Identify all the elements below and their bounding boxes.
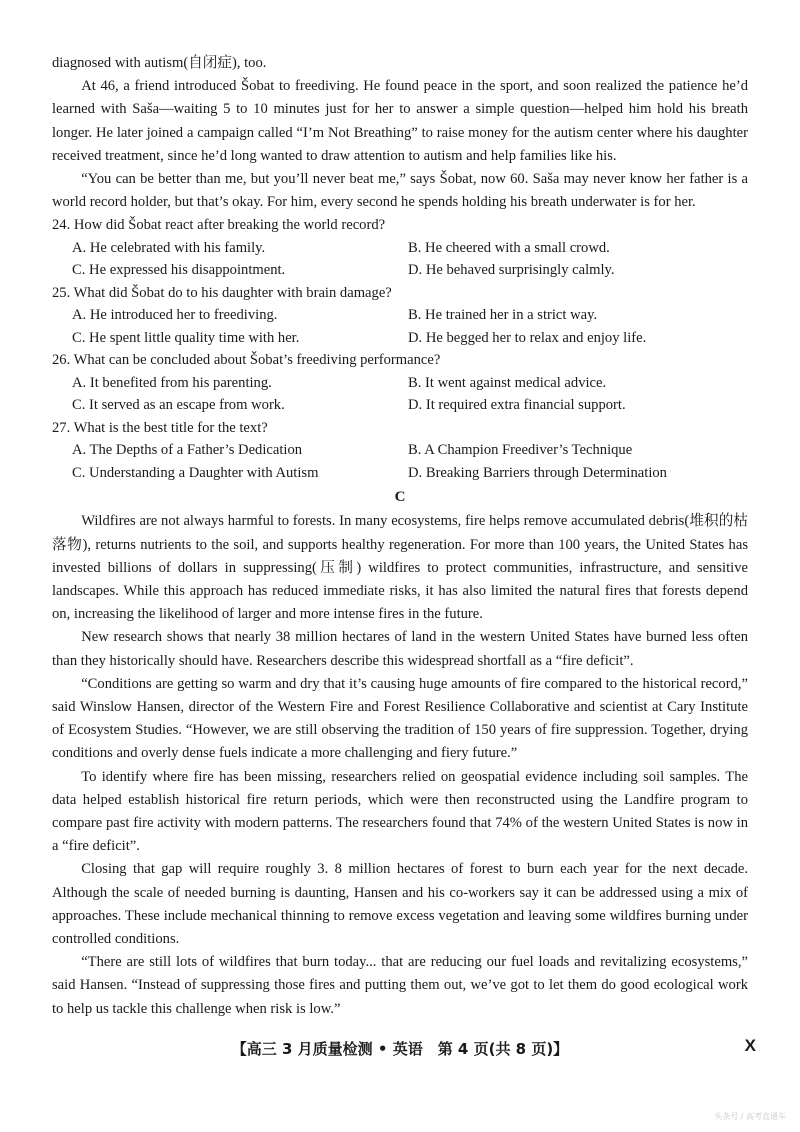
option-d: D. Breaking Barriers through Determination bbox=[408, 464, 667, 481]
watermark-text: 头条号 / 高考直通车 bbox=[714, 1112, 786, 1121]
question-stem: 24. How did Šobat react after breaking the world record? bbox=[52, 217, 386, 234]
question-27 bbox=[52, 417, 748, 485]
passage-b-continuation bbox=[52, 0, 748, 214]
question-stem: 25. What did Šobat do to his daughter with brain damage? bbox=[52, 284, 392, 301]
passage-paragraph: “You can be better than me, but you’ll never beat me,” says Šobat, now 60. Saša may never know her father is a world record holder, but that’s okay. For him, every second he spends holding his breath underwater is for her. bbox=[52, 171, 748, 211]
option-c: C. He spent little quality time with her. bbox=[72, 329, 300, 346]
question-stem: 26. What can be concluded about Šobat’s freediving performance? bbox=[52, 352, 441, 369]
question-24 bbox=[52, 214, 748, 282]
option-b: B. He trained her in a strict way. bbox=[408, 307, 598, 324]
passage-paragraph: At 46, a friend introduced Šobat to freediving. He found peace in the sport, and soon realized the patience he’d learned with Saša—waiting 5 to 10 minutes just for her to answer a simple question—helped him hold his breath longer. He later joined a campaign called “I’m Not Breathing” to raise money for the autism center where his daughter received treatment, since he’d long wanted to draw attention to autism and help families like his. bbox=[52, 78, 748, 164]
option-c: C. He expressed his disappointment. bbox=[72, 262, 286, 279]
question-26 bbox=[52, 349, 748, 417]
passage-paragraph: “There are still lots of wildfires that burn today... that are reducing our fuel loads and revitalizing ecosystems,” said Hansen. “Instead of suppressing those fires and putting them out, we’ve got to let them do good ecological work to help us tackle this challenge when risk is low.” bbox=[52, 954, 748, 1017]
section-letter: C bbox=[394, 489, 406, 506]
option-d: D. He behaved surprisingly calmly. bbox=[408, 262, 615, 279]
option-c: C. Understanding a Daughter with Autism bbox=[72, 464, 319, 481]
question-25 bbox=[52, 282, 748, 350]
passage-paragraph: Closing that gap will require roughly 3. 8 million hectares of forest to burn each year for the next decade. Although the scale of needed burning is daunting, Hansen and his co-workers say it can be addressed using a mix of approaches. These include mechanical thinning to remove excess vegetation and leaving some wildfires burning under controlled conditions. bbox=[52, 861, 748, 948]
question-options bbox=[52, 372, 748, 417]
option-d: D. It required extra financial support. bbox=[408, 397, 626, 414]
option-a: A. He introduced her to freediving. bbox=[72, 307, 278, 324]
option-a: A. It benefited from his parenting. bbox=[72, 374, 272, 391]
option-a: A. He celebrated with his family. bbox=[72, 239, 266, 256]
passage-c bbox=[52, 510, 748, 1020]
passage-paragraph: “Conditions are getting so warm and dry that it’s causing huge amounts of fire compared to the historical record,” said Winslow Hansen, director of the Western Fire and Forest Resilience Collaborative and scientist at Cary Institute of Ecosystem Studies. “However, we are still observing the tradition of 150 years of fire suppression. Together, drying conditions and overly dense fuels indicate a more challenging and fiery future.” bbox=[52, 675, 748, 762]
option-b: B. A Champion Freediver’s Technique bbox=[408, 442, 633, 459]
option-a: A. The Depths of a Father’s Dedication bbox=[72, 442, 303, 459]
question-options bbox=[52, 237, 748, 282]
passage-paragraph: To identify where fire has been missing, researchers relied on geospatial evidence including soil samples. The data helped establish historical fire return periods, which were then reconstructed using the Landfire program to compare past fire activity with modern patterns. The researchers found that 74% of the western United States is now in a “fire deficit”. bbox=[52, 768, 748, 855]
passage-paragraph: Wildfires are not always harmful to forests. In many ecosystems, fire helps remove accumulated debris(堆积的枯落物), returns nutrients to the soil, and supports healthy regeneration. For more than 100 years, the United States has invested billions of dollars in suppressing(压制) wildfires to protect communities, infrastructure, and sensitive landscapes. While this approach has reduced immediate risks, it has also limited the natural fires that forests depend on, increasing the likelihood of larger and more intense fires in the future. bbox=[52, 513, 748, 623]
question-stem: 27. What is the best title for the text? bbox=[52, 419, 268, 436]
passage-paragraph: New research shows that nearly 38 million hectares of land in the western United States have burned less often than they historically should have. Researchers describe this widespread shortfall as a “fire deficit”. bbox=[52, 629, 748, 669]
option-b: B. It went against medical advice. bbox=[408, 374, 607, 391]
option-c: C. It served as an escape from work. bbox=[72, 397, 285, 414]
page-footer: 【高三 3 月质量检测 • 英语 第 4 页(共 8 页)】 bbox=[231, 1040, 569, 1058]
question-options bbox=[52, 304, 748, 349]
question-options bbox=[52, 439, 748, 484]
option-d: D. He begged her to relax and enjoy life. bbox=[408, 329, 647, 346]
option-b: B. He cheered with a small crowd. bbox=[408, 239, 610, 256]
passage-paragraph: diagnosed with autism(自闭症), too. bbox=[52, 55, 267, 71]
exam-version-code: X bbox=[744, 1036, 756, 1055]
